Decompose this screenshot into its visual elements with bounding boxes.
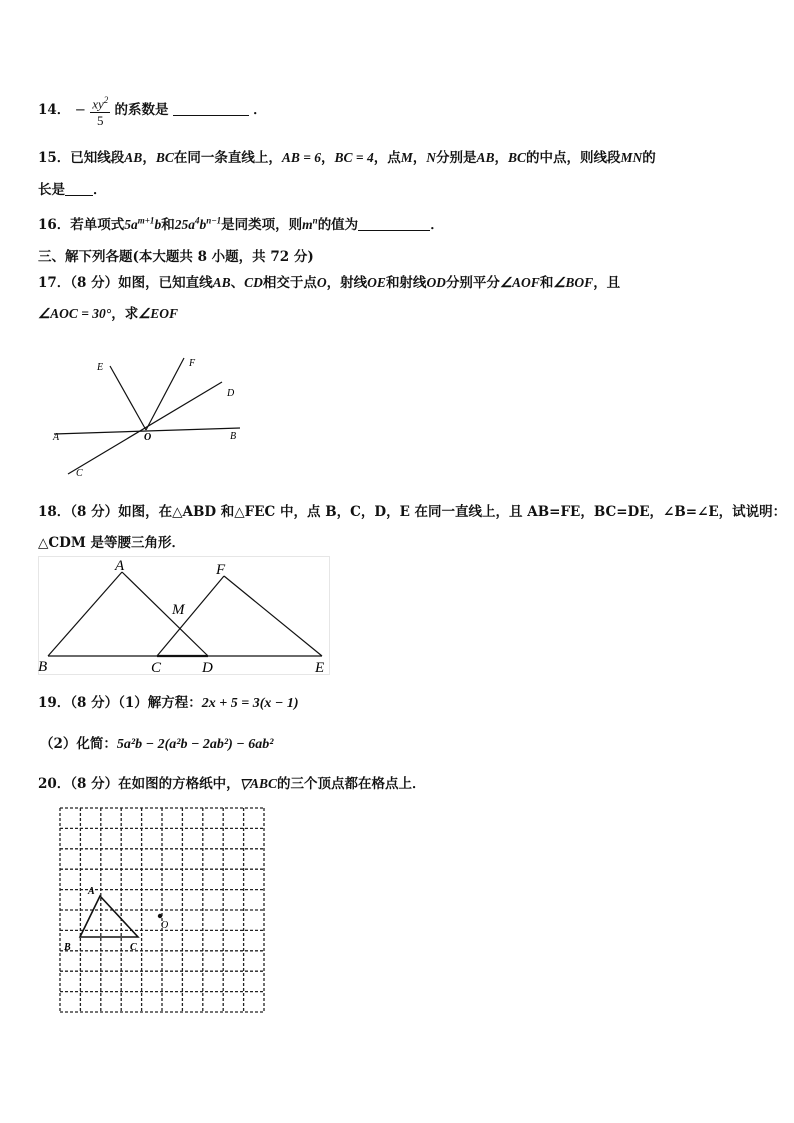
q17-figure: [50, 350, 250, 480]
grid: [60, 808, 264, 1012]
q14-text: 的系数是: [114, 102, 169, 119]
q14-fraction: $\frac{xy^2}{5}$: [90, 92, 110, 129]
label-o: O: [161, 920, 169, 931]
label-f: F: [189, 358, 196, 369]
label-o: O: [144, 432, 152, 443]
question-19: 19．（8 分）（1）解方程：2x + 5 = 3(x − 1): [38, 695, 299, 711]
label-a: A: [115, 558, 125, 574]
question-18-line2: △CDM 是等腰三角形．: [38, 535, 185, 551]
q18-figure: [38, 556, 330, 676]
side-ab: [48, 572, 122, 656]
answer-blank: [173, 101, 249, 116]
label-d: D: [202, 660, 213, 676]
question-20: 20．（8 分）在如图的方格纸中，▽ABC的三个顶点都在格点上．: [38, 776, 426, 792]
q19-expression: 5a²b − 2(a²b − 2ab²) − 6ab²: [116, 737, 274, 752]
label-b: B: [64, 942, 71, 953]
question-14: 14． − $\frac{xy^2}{5}$ 的系数是 ．: [38, 92, 267, 129]
ray-of: [146, 358, 184, 430]
label-a: A: [53, 432, 60, 443]
label-c: C: [130, 942, 137, 953]
point-o: [158, 914, 162, 918]
question-15-line2: 长是 ．: [38, 182, 107, 198]
side-fe: [224, 576, 322, 656]
triangle-abc: [80, 896, 138, 937]
ray-oe: [110, 366, 146, 430]
q19-equation: 2x + 5 = 3(x − 1): [201, 696, 299, 711]
label-c: C: [76, 468, 83, 479]
label-f: F: [216, 562, 226, 578]
side-ad: [122, 572, 208, 656]
question-15: 15．已知线段AB，BC在同一条直线上，AB = 6，BC = 4，点M，N分别是AB，BC的中点，则线段MN的: [38, 150, 656, 166]
label-b: B: [230, 431, 237, 442]
label-b: B: [38, 659, 48, 675]
question-18: 18．（8 分）如图，在△ABD 和△FEC 中，点 B，C，D，E 在同一直线上，且 AB=FE，BC=DE，∠B=∠E，试说明：: [38, 504, 787, 520]
q14-number: 14．: [38, 102, 71, 119]
q20-grid-figure: [52, 800, 274, 1032]
answer-blank: [358, 216, 430, 231]
label-e: E: [315, 660, 325, 676]
label-m: M: [172, 602, 185, 618]
label-c: C: [151, 660, 162, 676]
answer-blank: [65, 181, 93, 196]
label-e: E: [97, 362, 104, 373]
section-heading: 三、解下列各题(本大题共 8 小题，共 72 分): [38, 249, 314, 265]
question-16: 16．若单项式$5a^{m+1}b$和$25a^4b^{n-1}$是同类项，则$m^n$的值为 ．: [38, 215, 444, 233]
question-19-part2: （2）化简：5a²b − 2(a²b − 2ab²) − 6ab²: [40, 736, 274, 752]
label-a: A: [88, 886, 95, 897]
label-d: D: [227, 388, 235, 399]
question-17: 17．（8 分）如图，已知直线AB、CD相交于点O，射线OE和射线OD分别平分∠AOF和∠BOF，且: [38, 275, 621, 291]
question-17-line2: ∠AOC = 30°，求∠EOF: [38, 306, 179, 322]
q14-minus: −: [74, 102, 86, 119]
